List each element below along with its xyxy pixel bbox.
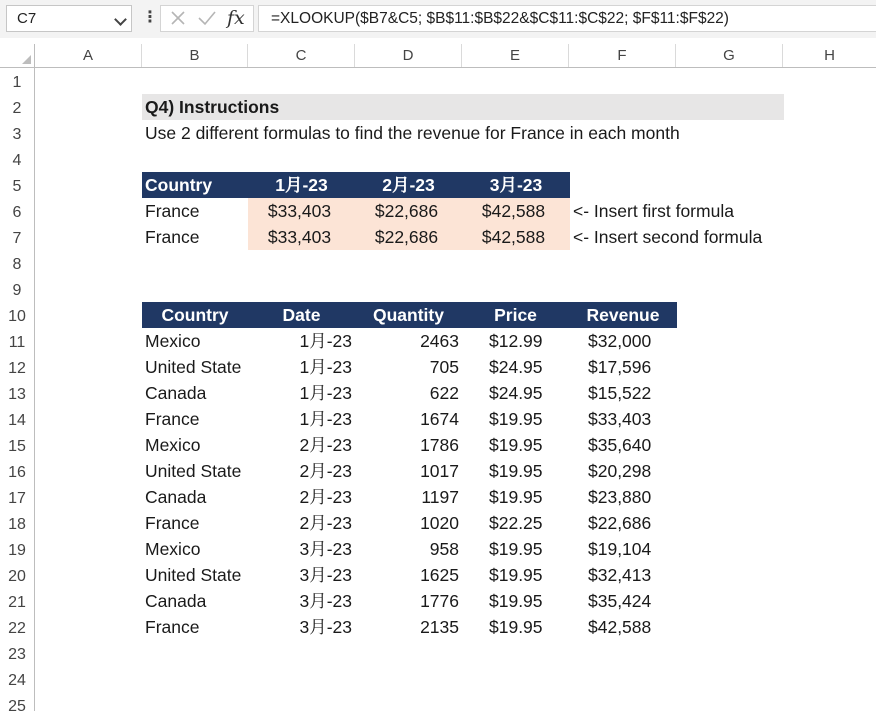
chevron-down-icon[interactable] (114, 13, 127, 26)
data-cell-revenue[interactable]: $15,522 (588, 383, 652, 403)
select-all-corner[interactable] (0, 44, 35, 68)
data-cell-quantity[interactable]: 958 (429, 539, 459, 559)
formula-input[interactable]: =XLOOKUP($B7&C5; $B$11:$B$22&$C$11:$C$22; $F$11:$F$22) (258, 5, 876, 32)
data-header-quantity[interactable]: Quantity (373, 305, 444, 325)
data-cell-revenue[interactable]: $35,424 (588, 591, 652, 611)
data-cell-price[interactable]: $19.95 (489, 617, 543, 637)
formula-bar (0, 0, 876, 38)
column-header-b[interactable]: B (142, 44, 248, 67)
data-cell-revenue[interactable]: $17,596 (588, 357, 652, 377)
data-cell-price[interactable]: $19.95 (489, 409, 543, 429)
row-header[interactable]: 8 (0, 250, 35, 276)
lookup-header-month[interactable]: 3月-23 (489, 175, 543, 195)
data-cell-quantity[interactable]: 2463 (420, 331, 459, 351)
data-cell-date[interactable]: 2月-23 (299, 513, 352, 533)
row-header[interactable]: 20 (0, 562, 35, 588)
row-header[interactable]: 17 (0, 484, 35, 510)
data-cell-price[interactable]: $22.25 (489, 513, 543, 533)
data-cell-country[interactable]: Canada (145, 591, 207, 611)
data-cell-country[interactable]: Mexico (145, 539, 201, 559)
data-cell-country[interactable]: Mexico (145, 435, 201, 455)
row-header[interactable]: 4 (0, 146, 35, 172)
data-cell-date[interactable]: 3月-23 (299, 539, 352, 559)
data-cell-price[interactable]: $19.95 (489, 487, 543, 507)
cancel-icon[interactable] (169, 9, 187, 27)
row-header[interactable]: 7 (0, 224, 35, 250)
name-box[interactable] (6, 5, 132, 32)
lookup-value-cell[interactable]: $22,686 (374, 201, 439, 221)
data-header-revenue[interactable]: Revenue (586, 305, 660, 325)
enter-check-icon[interactable] (197, 9, 217, 27)
data-cell-quantity[interactable]: 705 (429, 357, 459, 377)
column-header-g[interactable]: G (676, 44, 783, 67)
data-cell-date[interactable]: 2月-23 (299, 435, 352, 455)
formula-controls (160, 5, 254, 32)
lookup-country-cell[interactable]: France (145, 201, 200, 221)
data-cell-date[interactable]: 1月-23 (299, 409, 352, 429)
data-cell-revenue[interactable]: $35,640 (588, 435, 652, 455)
data-cell-quantity[interactable]: 1017 (420, 461, 459, 481)
column-header-h[interactable]: H (824, 47, 835, 64)
name-box-value: C7 (17, 10, 37, 27)
row-header[interactable]: 22 (0, 614, 35, 640)
data-cell-quantity[interactable]: 1020 (420, 513, 459, 533)
lookup-header-month[interactable]: 2月-23 (382, 175, 435, 195)
data-cell-quantity[interactable]: 1786 (420, 435, 459, 455)
row-header[interactable]: 14 (0, 406, 35, 432)
instructions-text[interactable]: Use 2 different formulas to find the revenue for France in each month (145, 123, 680, 143)
data-cell-country[interactable]: Canada (145, 487, 207, 507)
lookup-note-cell[interactable]: <- Insert first formula (573, 201, 734, 221)
lookup-value-cell[interactable]: $22,686 (374, 227, 439, 247)
lookup-value-cell[interactable]: $33,403 (267, 201, 332, 221)
data-cell-quantity[interactable]: 1197 (421, 487, 459, 507)
data-cell-price[interactable]: $19.95 (489, 461, 543, 481)
row-header[interactable]: 12 (0, 354, 35, 380)
row-header[interactable]: 13 (0, 380, 35, 406)
data-cell-price[interactable]: $24.95 (489, 357, 543, 377)
row-header[interactable]: 21 (0, 588, 35, 614)
lookup-note-cell[interactable]: <- Insert second formula (573, 227, 763, 247)
data-cell-price[interactable]: $12.99 (489, 331, 543, 351)
lookup-value-cell[interactable]: $42,588 (481, 201, 546, 221)
lookup-value-cell[interactable]: $42,588 (481, 227, 546, 247)
data-cell-price[interactable]: $19.95 (489, 539, 543, 559)
column-header-f[interactable]: F (569, 44, 676, 67)
data-cell-revenue[interactable]: $20,298 (588, 461, 652, 481)
column-header-a[interactable]: A (35, 44, 142, 67)
row-header[interactable]: 11 (0, 328, 35, 354)
row-header[interactable]: 15 (0, 432, 35, 458)
data-cell-quantity[interactable]: 2135 (420, 617, 459, 637)
row-header[interactable]: 6 (0, 198, 35, 224)
data-cell-date[interactable]: 3月-23 (299, 617, 352, 637)
data-cell-revenue[interactable]: $33,403 (588, 409, 652, 429)
data-cell-quantity[interactable]: 1625 (420, 565, 459, 585)
data-cell-quantity[interactable]: 1674 (420, 409, 459, 429)
column-header-e[interactable]: E (462, 44, 569, 67)
data-cell-country[interactable]: United State (145, 357, 242, 377)
row-header[interactable]: 23 (0, 640, 35, 666)
row-header[interactable]: 16 (0, 458, 35, 484)
row-header[interactable]: 3 (0, 120, 35, 146)
column-header-d[interactable]: D (355, 44, 462, 67)
data-cell-revenue[interactable]: $22,686 (588, 513, 652, 533)
data-cell-price[interactable]: $19.95 (489, 435, 543, 455)
data-cell-date[interactable]: 3月-23 (299, 591, 352, 611)
column-header-bar (35, 44, 876, 68)
row-header[interactable]: 9 (0, 276, 35, 302)
row-header[interactable]: 10 (0, 302, 35, 328)
data-cell-date[interactable]: 1月-23 (299, 357, 352, 377)
data-cell-revenue[interactable]: $32,413 (588, 565, 652, 585)
row-header[interactable]: 2 (0, 94, 35, 120)
data-cell-date[interactable]: 1月-23 (299, 331, 352, 351)
data-cell-price[interactable]: $19.95 (489, 591, 543, 611)
data-cell-country[interactable]: United State (145, 565, 242, 585)
data-cell-price[interactable]: $24.95 (489, 383, 543, 403)
data-cell-country[interactable]: Canada (145, 383, 207, 403)
data-cell-date[interactable]: 2月-23 (299, 461, 352, 481)
data-cell-country[interactable]: Mexico (145, 331, 201, 351)
lookup-country-cell[interactable]: France (145, 227, 200, 247)
lookup-header-country[interactable]: Country (145, 175, 213, 195)
data-cell-country[interactable]: United State (145, 461, 242, 481)
row-header[interactable]: 25 (0, 692, 35, 711)
data-header-price[interactable]: Price (494, 305, 537, 325)
data-cell-date[interactable]: 1月-23 (299, 383, 352, 403)
data-cell-date[interactable]: 2月-23 (299, 487, 352, 507)
more-options-icon[interactable]: ⋮ (142, 9, 158, 26)
insert-function-icon[interactable]: fx (227, 7, 245, 29)
row-header[interactable]: 19 (0, 536, 35, 562)
data-cell-revenue[interactable]: $23,880 (588, 487, 652, 507)
data-header-country[interactable]: Country (161, 305, 229, 325)
data-cell-price[interactable]: $19.95 (489, 565, 543, 585)
data-cell-date[interactable]: 3月-23 (299, 565, 352, 585)
column-header-c[interactable]: C (248, 44, 355, 67)
row-header[interactable]: 5 (0, 172, 35, 198)
row-header[interactable]: 24 (0, 666, 35, 692)
row-header[interactable]: 18 (0, 510, 35, 536)
data-cell-country[interactable]: France (145, 513, 200, 533)
data-cell-revenue[interactable]: $42,588 (588, 617, 652, 637)
data-cell-country[interactable]: France (145, 409, 200, 429)
select-all-triangle-icon (22, 55, 31, 64)
data-cell-quantity[interactable]: 622 (429, 383, 459, 403)
lookup-header-month[interactable]: 1月-23 (275, 175, 328, 195)
data-header-date[interactable]: Date (282, 305, 321, 325)
data-cell-revenue[interactable]: $32,000 (588, 331, 652, 351)
row-header[interactable]: 1 (0, 68, 35, 94)
data-cell-quantity[interactable]: 1776 (420, 591, 459, 611)
instructions-title[interactable]: Q4) Instructions (145, 97, 280, 117)
data-cell-country[interactable]: France (145, 617, 200, 637)
data-cell-revenue[interactable]: $19,104 (588, 539, 652, 559)
lookup-value-cell[interactable]: $33,403 (267, 227, 332, 247)
